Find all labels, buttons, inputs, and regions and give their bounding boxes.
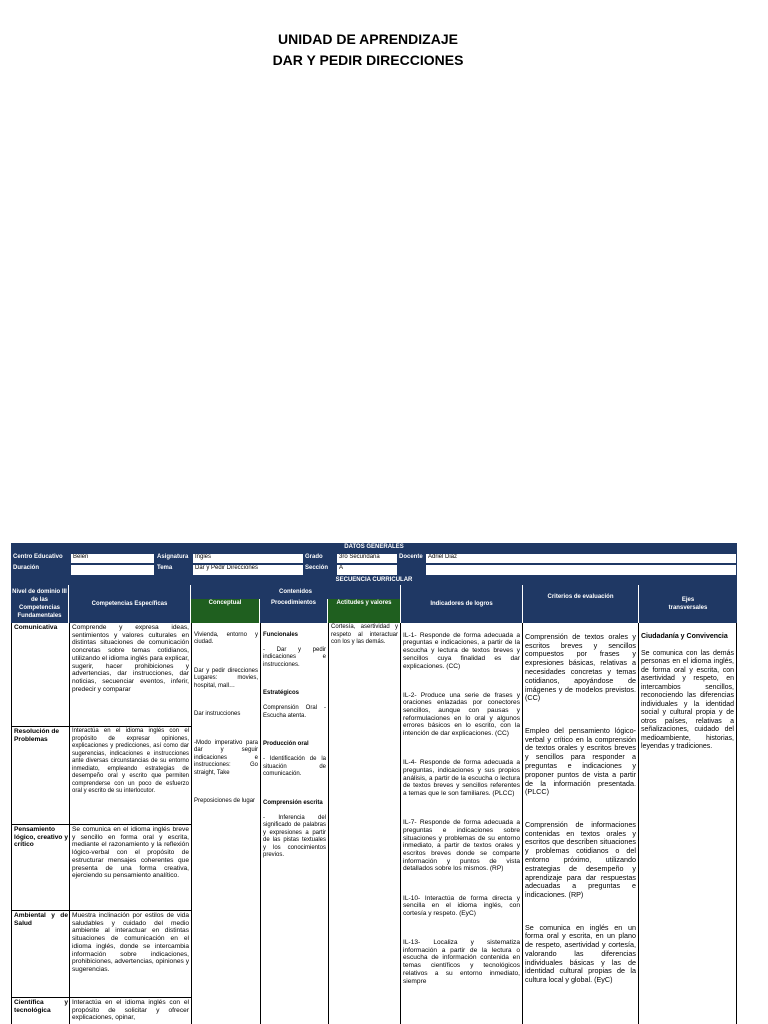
proc-estrategicos-title: Estratégicos — [263, 690, 300, 696]
header-competencias-text: Competencias Específicas — [91, 601, 168, 607]
header-criterios: Criterios de evaluación — [522, 585, 638, 623]
header-nivel-text: Nivel de dominio III de las Competencias Fundamentales — [12, 589, 67, 619]
indicador-1: IL-1- Responde de forma adecuada a preguntas e indicaciones, a partir de la escucha y lectura de textos breves y sencillos cuya finalidad es dar explicaciones. (CC) — [403, 631, 520, 670]
conceptual-p1: Vivienda, entorno y ciudad. — [194, 631, 258, 645]
conceptual-p4: -Modo imperativo para dar y seguir indicaciones e instrucciones: Go straight, Take — [194, 739, 258, 776]
centro-value: Belén — [71, 554, 154, 563]
conceptual-p2: Dar y pedir direcciones Lugares: movies, hospital, mall… — [194, 667, 258, 689]
curriculum-table — [11, 543, 737, 1024]
duracion-label: Duración — [11, 564, 71, 575]
criterios-column — [522, 623, 639, 1024]
nivel-column — [11, 623, 70, 1024]
ejes-column — [638, 623, 737, 1024]
datos-generales-header: DATOS GENERALES — [11, 543, 737, 552]
tema-label: Tema — [155, 564, 193, 575]
docente-label: Docente — [397, 553, 426, 563]
indicador-2: IL-2- Produce una serie de frases y oraciones enlazadas por conectores sencillos, aunque con pausas y reformulaciones en lo oral y algunos errores básicos en lo escrito, con la intención de dar explicaciones. (CC) — [403, 691, 520, 738]
header-ejes-text: Ejes transversales — [668, 597, 708, 611]
indicadores-column — [400, 623, 523, 1024]
seccion-label: Sección — [303, 564, 337, 575]
actitudes-text: Cortesía, asertividad y respeto al interactuar con los y las demás. — [331, 624, 398, 645]
docente-value: Adriel Diaz — [426, 554, 736, 563]
indicador-5: IL-10- Interactúa de forma directa y sencilla en el idioma inglés, con cortesía y respeto. (EyC) — [403, 894, 520, 917]
header-actitudes: Actitudes y valores — [328, 599, 400, 623]
proc-compr-text: - Inferencia del significado de palabras y expresiones a partir de las pistas textuales y los conocimientos previos. — [263, 814, 326, 858]
secuencia-header: SECUENCIA CURRICULAR — [11, 576, 737, 585]
indicador-6: IL-13- Localiza y sistematiza información a partir de la lectura o escucha de información contenida en temas científicos y tecnológicos relativos a su entorno inmediato, siempre — [403, 939, 520, 985]
blank-value — [426, 565, 736, 575]
ejes-content — [639, 623, 736, 761]
grado-value: 3ro Secundaria — [337, 554, 397, 563]
proc-funcionales-title: Funcionales — [263, 631, 299, 638]
tema-value: Dar y Pedir Direcciones — [193, 565, 303, 575]
conceptual-column — [191, 623, 261, 1024]
seccion-value: A — [337, 565, 397, 575]
doc-title-line2: DAR Y PEDIR DIRECCIONES — [272, 52, 464, 68]
nivel-3: Pensamiento lógico, creativo y crítico — [14, 826, 68, 849]
comp-4: Muestra inclinación por estilos de vida saludables y cuidado del medio ambiente al interactuar en distintas situaciones de comunicación en el idioma inglés, donde se intercambia información sobre indicaciones, prohibiciones, advertencias, opiniones y sugerencias. — [72, 912, 189, 973]
criterios-content — [523, 623, 638, 995]
criterio-3: Comprensión de informaciones contenidas en textos orales y escritos que describen situaciones y problemas cotidianos o del entorno próximo, utilizando estrategias de desempeño y aprendizaje para dar respuestas adecuadas a preguntas e indicaciones. (RP) — [525, 819, 636, 900]
header-ejes — [638, 585, 737, 623]
proc-estrategicos-text: Comprensión Oral - Escucha atenta. — [263, 705, 326, 719]
header-procedimientos: Procedimientos — [260, 599, 328, 623]
duracion-value — [71, 565, 154, 575]
proc-compr-title: Comprensión escrita — [263, 799, 323, 806]
comp-1: Comprende y expresa ideas, sentimientos y valores culturales en distintas situaciones de comunicación concretas sobre temas cotidianos, utilizando el idioma inglés para explicar, sugerir, hacer prohibiciones y advertencias, dar instrucciones, dar noticias, secuenciar eventos, inferir, predecir y comparar — [72, 624, 189, 693]
header-indicadores: Indicadores de logros — [400, 585, 522, 623]
criterio-1: Comprensión de textos orales y escritos breves y sencillos compuestos por frases y expresiones básicas, relativas a necesidades concretas y temas cotidianos, apoyándose de imágenes y de modelos previstos. (CC) — [525, 631, 636, 703]
indicador-3: IL-4- Responde de forma adecuada a preguntas, indicaciones y sus propios análisis, a partir de la escucha o lectura de textos breves y sencillos referentes a temas que le son familiares. (PLCC) — [403, 759, 520, 798]
actitudes-column — [328, 623, 401, 1024]
header-competencias — [69, 585, 191, 623]
criterio-4: Se comunica en inglés en un forma oral y escrita, en un plano de respeto, asertividad y cortesía, valorando las diferencias individuales básicas y las de identidad cultural propias de la cultura local y global. (EyC) — [525, 922, 636, 985]
ejes-text: Se comunica con las demás personas en el idioma inglés, de forma oral y escrita, con asertividad y respeto, en intercambios sencillos, reconociendo las diferencias individuales y la identidad social y cultural propia y de otros países, relativas a señalizaciones, cuidado del medioambiente, historias, leyendas y tradiciones. — [641, 649, 734, 750]
proc-produccion-text: - Identificación de la situación de comunicación. — [263, 756, 326, 777]
proc-funcionales-text: - Dar y pedir indicaciones e instrucciones. — [263, 646, 326, 668]
grado-label: Grado — [303, 553, 337, 563]
ejes-title: Ciudadanía y Convivencia — [641, 632, 728, 640]
centro-label: Centro Educativo — [11, 553, 71, 563]
procedimientos-content — [261, 623, 328, 868]
comp-2: Interactúa en el idioma inglés con el propósito de expresar opiniones, explicaciones y predicciones, así como dar sugerencias, indicaciones e instrucciones ante diversas circunstancias de su entorno inmediato, empleando estrategias de desempeño oral y escrito que permiten comprenderse con un poco de esfuerzo oral y escrito de su interlocutor. — [72, 728, 189, 794]
nivel-5: Científica y tecnológica — [14, 999, 68, 1014]
header-nivel — [11, 585, 69, 623]
criterio-2: Empleo del pensamiento lógico-verbal y crítico en la comprensión de textos orales y escritos breves y sencillos para responder a preguntas e indicaciones y proponer puntos de vista a partir de la información presentada. (PLCC) — [525, 725, 636, 797]
nivel-4: Ambiental y de Salud — [14, 912, 68, 927]
nivel-1: Comunicativa — [14, 624, 58, 631]
procedimientos-column — [260, 623, 329, 1024]
header-conceptual: Conceptual — [191, 599, 260, 623]
asignatura-value: Inglés — [193, 554, 303, 563]
header-contenidos: Contenidos — [191, 585, 400, 599]
conceptual-p3: Dar instrucciones — [194, 711, 241, 717]
comp-5: Interactúa en el idioma inglés con el propósito de solicitar y ofrecer explicaciones, opinar, — [72, 999, 189, 1022]
nivel-2: Resolución de Problemas — [14, 728, 60, 743]
asignatura-label: Asignatura — [155, 553, 193, 563]
conceptual-p5: Preposiciones de lugar — [194, 798, 256, 804]
indicadores-content — [401, 623, 522, 994]
indicador-4: IL-7- Responde de forma adecuada a preguntas e indicaciones sobre situaciones y problemas de su entorno inmediato, a partir de textos orales y escritos breves donde se comparte información y puntos de vista detallados sobre los mismos. (RP) — [403, 819, 520, 873]
competencias-column — [69, 623, 192, 1024]
comp-3: Se comunica en el idioma inglés breve y sencillo en forma oral y escrita, mediante el razonamiento y la reflexión lógico-verbal con el propósito de estructurar mensajes coherentes que presenta de una forma creativa, ejerciendo su pensamiento analítico. — [72, 826, 189, 880]
doc-title-line1: UNIDAD DE APRENDIZAJE — [278, 31, 458, 47]
conceptual-content — [192, 623, 260, 814]
proc-produccion-title: Producción oral — [263, 741, 309, 747]
